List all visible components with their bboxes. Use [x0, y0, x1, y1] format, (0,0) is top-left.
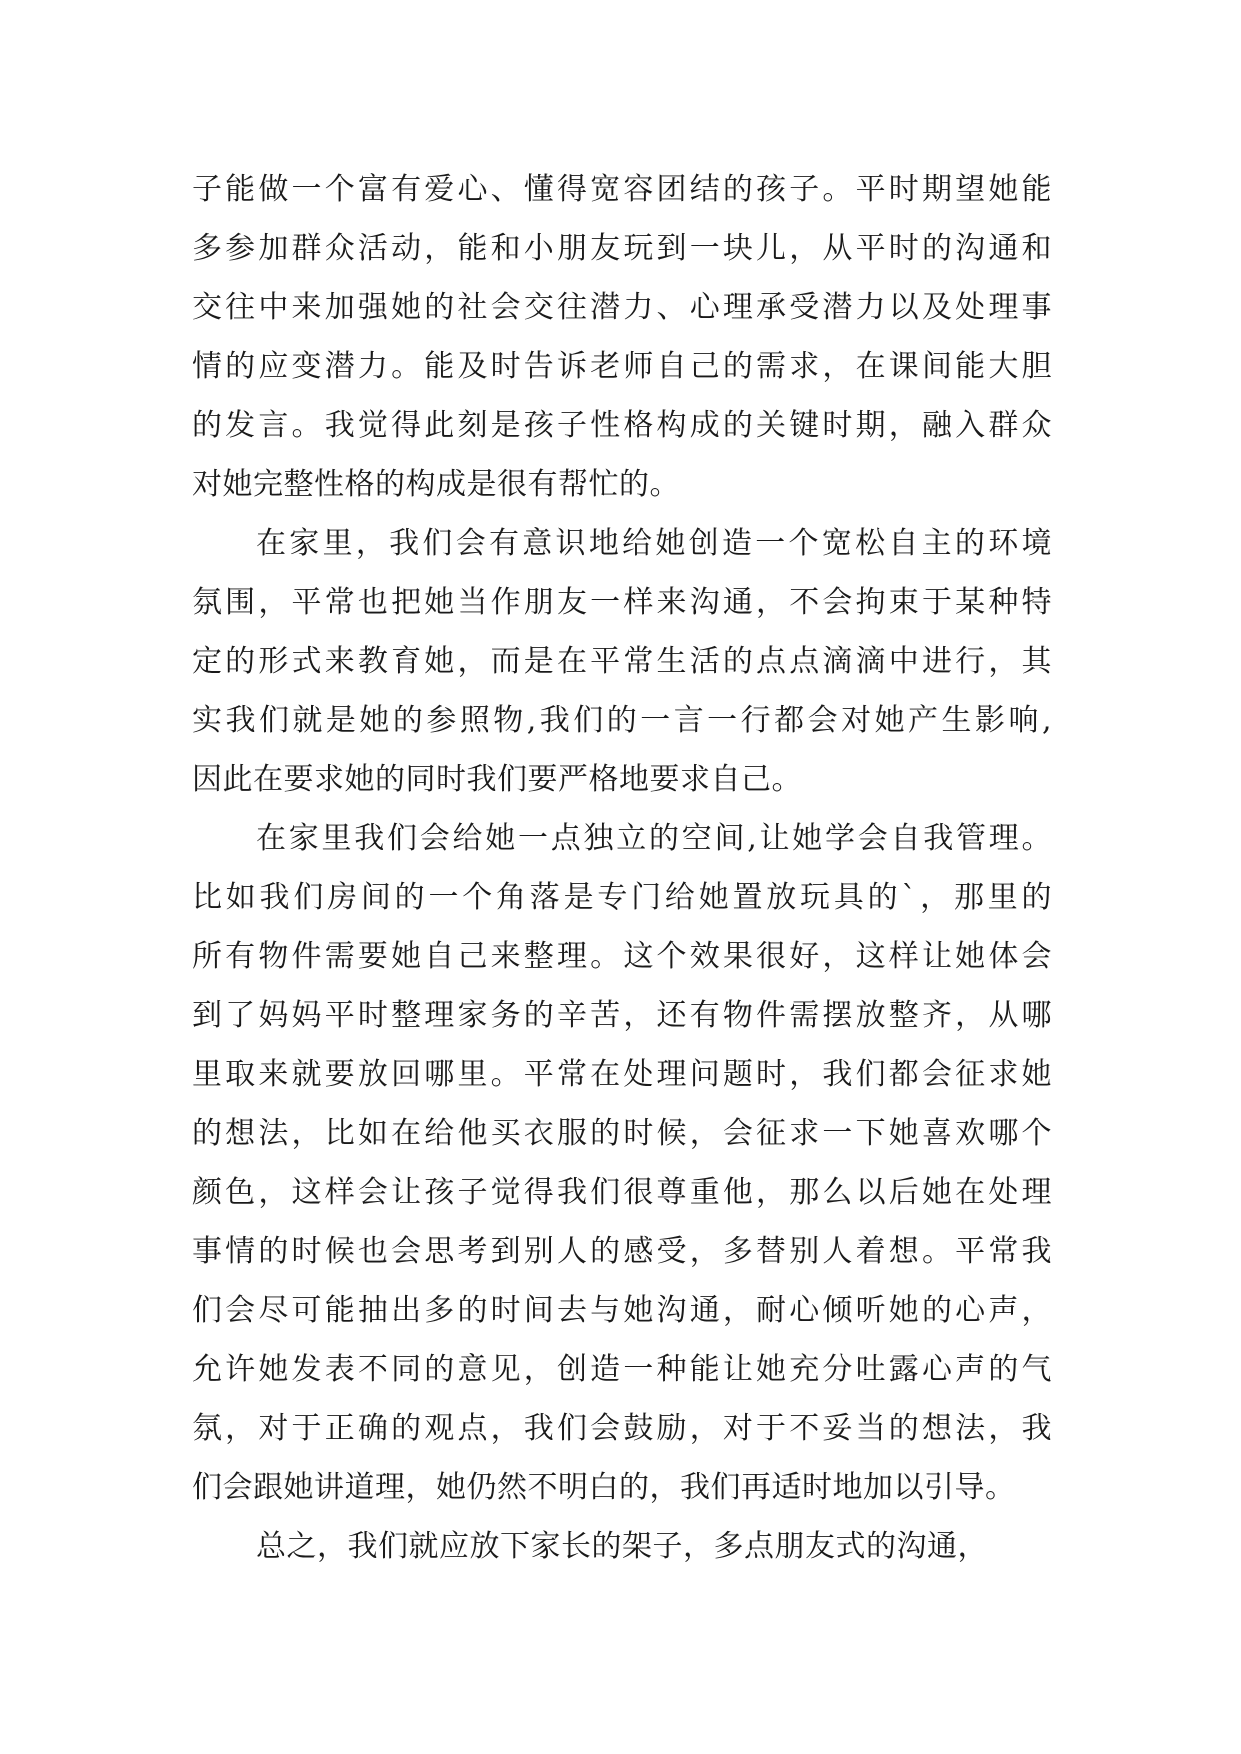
text-line: 对她完整性格的构成是很有帮忙的。 — [192, 467, 680, 502]
text-line: 比如我们房间的一个角落是专门给她置放玩具的`，那里的 — [192, 880, 1052, 915]
text-line: 们会尽可能抽出多的时间去与她沟通，耐心倾听她的心声， — [192, 1293, 1052, 1328]
paragraph-3 — [192, 809, 1052, 1517]
text-line: 氛，对于正确的观点，我们会鼓励，对于不妥当的想法，我 — [192, 1411, 1052, 1446]
text-line: 在家里，我们会有意识地给她创造一个宽松自主的环境 — [256, 526, 1052, 561]
text-line: 实我们就是她的参照物,我们的一言一行都会对她产生影响, — [192, 703, 1052, 738]
text-line: 事情的时候也会思考到别人的感受，多替别人着想。平常我 — [192, 1234, 1052, 1269]
text-line: 氛围，平常也把她当作朋友一样来沟通，不会拘束于某种特 — [192, 585, 1052, 620]
text-line: 允许她发表不同的意见，创造一种能让她充分吐露心声的气 — [192, 1352, 1052, 1387]
paragraph-1 — [192, 160, 1052, 514]
text-line: 们会跟她讲道理，她仍然不明白的，我们再适时地加以引导。 — [192, 1470, 1016, 1505]
text-line: 在家里我们会给她一点独立的空间,让她学会自我管理。 — [256, 821, 1052, 856]
paragraph-2 — [192, 514, 1052, 809]
text-line: 的想法，比如在给他买衣服的时候，会征求一下她喜欢哪个 — [192, 1116, 1052, 1151]
text-line: 子能做一个富有爱心、懂得宽容团结的孩子。平时期望她能 — [192, 172, 1052, 207]
text-line: 总之，我们就应放下家长的架子，多点朋友式的沟通， — [256, 1529, 988, 1564]
body-text — [192, 160, 1052, 1576]
text-line: 因此在要求她的同时我们要严格地要求自己。 — [192, 762, 802, 797]
text-line: 定的形式来教育她，而是在平常生活的点点滴滴中进行，其 — [192, 644, 1052, 679]
paragraph-4 — [192, 1517, 1052, 1576]
text-line: 多参加群众活动，能和小朋友玩到一块儿，从平时的沟通和 — [192, 231, 1052, 266]
text-line: 情的应变潜力。能及时告诉老师自己的需求，在课间能大胆 — [192, 349, 1052, 384]
text-line: 的发言。我觉得此刻是孩子性格构成的关键时期，融入群众 — [192, 408, 1052, 443]
text-line: 里取来就要放回哪里。平常在处理问题时，我们都会征求她 — [192, 1057, 1052, 1092]
text-line: 到了妈妈平时整理家务的辛苦，还有物件需摆放整齐，从哪 — [192, 998, 1052, 1033]
text-line: 颜色，这样会让孩子觉得我们很尊重他，那么以后她在处理 — [192, 1175, 1052, 1210]
text-line: 交往中来加强她的社会交往潜力、心理承受潜力以及处理事 — [192, 290, 1052, 325]
text-line: 所有物件需要她自己来整理。这个效果很好，这样让她体会 — [192, 939, 1052, 974]
